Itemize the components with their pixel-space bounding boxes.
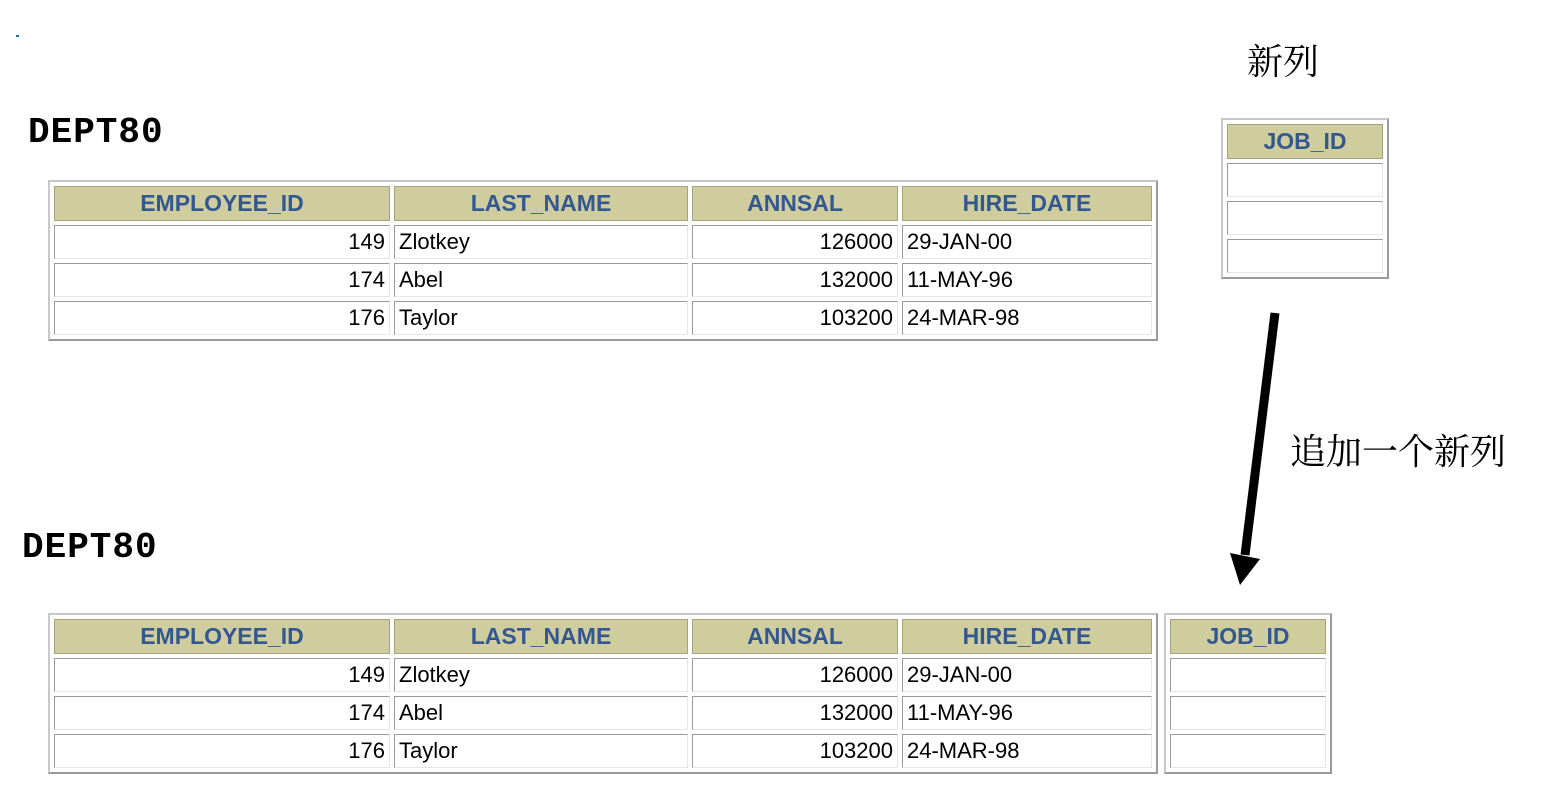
- header-annsal: ANNSAL: [692, 186, 898, 221]
- cell-annsal: 132000: [692, 263, 898, 297]
- table-row: [54, 301, 1152, 335]
- header-last-name: LAST_NAME: [394, 186, 688, 221]
- down-arrow-icon: [1220, 305, 1300, 595]
- table-caption-after: DEPT80: [22, 527, 158, 568]
- header-job-id: JOB_ID: [1170, 619, 1326, 654]
- cell-employee-id: 174: [54, 696, 390, 730]
- add-column-label: 追加一个新列: [1290, 432, 1507, 473]
- table-row: [54, 696, 1152, 730]
- cell-job-id: [1227, 201, 1383, 235]
- header-row: [1227, 124, 1383, 159]
- table-before: [48, 180, 1158, 341]
- added-column-table: [1164, 613, 1332, 774]
- cell-last-name: Abel: [394, 263, 688, 297]
- header-employee-id: EMPLOYEE_ID: [54, 186, 390, 221]
- cell-employee-id: 149: [54, 225, 390, 259]
- cell-hire-date: 24-MAR-98: [902, 301, 1152, 335]
- table-row: [54, 734, 1152, 768]
- table-row: [54, 658, 1152, 692]
- cell-hire-date: 24-MAR-98: [902, 734, 1152, 768]
- cell-job-id: [1227, 163, 1383, 197]
- new-column-table: [1221, 118, 1389, 279]
- cell-annsal: 132000: [692, 696, 898, 730]
- header-last-name: LAST_NAME: [394, 619, 688, 654]
- cell-last-name: Taylor: [394, 301, 688, 335]
- table-row: [1227, 239, 1383, 273]
- cell-hire-date: 11-MAY-96: [902, 263, 1152, 297]
- cell-job-id: [1170, 734, 1326, 768]
- table-caption-before: DEPT80: [28, 112, 164, 153]
- table-row: [1170, 734, 1326, 768]
- table-row: [54, 225, 1152, 259]
- cell-hire-date: 29-JAN-00: [902, 658, 1152, 692]
- cell-job-id: [1227, 239, 1383, 273]
- header-employee-id: EMPLOYEE_ID: [54, 619, 390, 654]
- new-column-label: 新列: [1247, 42, 1320, 83]
- header-hire-date: HIRE_DATE: [902, 619, 1152, 654]
- header-row: [54, 186, 1152, 221]
- cell-last-name: Abel: [394, 696, 688, 730]
- table-after: [48, 613, 1158, 774]
- table-row: [1170, 658, 1326, 692]
- table-row: [1170, 696, 1326, 730]
- cell-annsal: 103200: [692, 301, 898, 335]
- cell-employee-id: 174: [54, 263, 390, 297]
- cell-employee-id: 149: [54, 658, 390, 692]
- cell-annsal: 126000: [692, 225, 898, 259]
- header-annsal: ANNSAL: [692, 619, 898, 654]
- header-row: [54, 619, 1152, 654]
- cell-hire-date: 29-JAN-00: [902, 225, 1152, 259]
- cell-annsal: 126000: [692, 658, 898, 692]
- corner-mark: [16, 35, 19, 37]
- cell-employee-id: 176: [54, 734, 390, 768]
- cell-hire-date: 11-MAY-96: [902, 696, 1152, 730]
- cell-last-name: Zlotkey: [394, 225, 688, 259]
- table-row: [54, 263, 1152, 297]
- cell-job-id: [1170, 696, 1326, 730]
- cell-annsal: 103200: [692, 734, 898, 768]
- cell-employee-id: 176: [54, 301, 390, 335]
- cell-last-name: Taylor: [394, 734, 688, 768]
- table-row: [1227, 201, 1383, 235]
- table-row: [1227, 163, 1383, 197]
- header-row: [1170, 619, 1326, 654]
- header-job-id: JOB_ID: [1227, 124, 1383, 159]
- header-hire-date: HIRE_DATE: [902, 186, 1152, 221]
- cell-job-id: [1170, 658, 1326, 692]
- cell-last-name: Zlotkey: [394, 658, 688, 692]
